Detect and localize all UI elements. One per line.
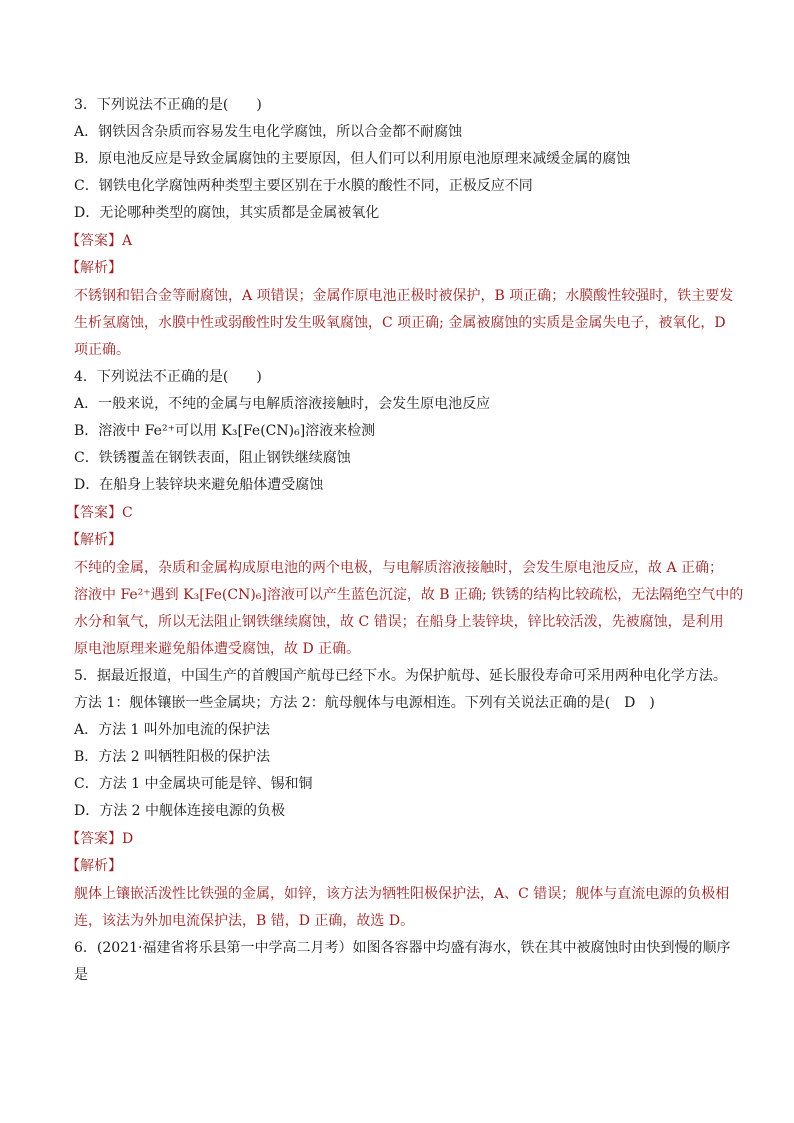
question-4-answer: 【答案】C: [66, 505, 133, 521]
question-6-stem-line-2: 是: [74, 967, 88, 983]
question-6-stem-line-1: 6．(2021·福建省将乐县第一中学高二月考）如图各容器中均盛有海水，铁在其中被腐蚀时由快到慢的顺序: [74, 940, 731, 956]
question-3-option-b: B．原电池反应是导致金属腐蚀的主要原因，但人们可以利用原电池原理来减缓金属的腐蚀: [74, 151, 631, 167]
question-5-option-c: C．方法 1 中金属块可能是锌、锡和铜: [74, 776, 313, 792]
question-3-stem: 3．下列说法不正确的是( ): [74, 97, 262, 113]
question-3-analysis-line-3: 项正确。: [74, 342, 130, 358]
question-3-option-a: A．钢铁因含杂质而容易发生电化学腐蚀，所以合金都不耐腐蚀: [74, 124, 463, 140]
question-4-analysis-line-2: 溶液中 Fe²⁺遇到 K₃[Fe(CN)₆]溶液可以产生蓝色沉淀，故 B 正确; 铁锈的结构比较疏松，无法隔绝空气中的: [74, 587, 744, 603]
question-3-analysis-label: 【解析】: [66, 260, 122, 276]
question-4-option-b: B．溶液中 Fe²⁺可以用 K₃[Fe(CN)₆]溶液来检测: [74, 423, 376, 439]
question-3-option-c: C．钢铁电化学腐蚀两种类型主要区别在于水膜的酸性不同，正极反应不同: [74, 178, 533, 194]
question-5-option-a: A．方法 1 叫外加电流的保护法: [74, 722, 270, 738]
question-5-option-b: B．方法 2 叫牺牲阳极的保护法: [74, 749, 271, 765]
question-4-option-d: D．在船身上装锌块来避免船体遭受腐蚀: [74, 477, 324, 493]
question-5-analysis-line-1: 舰体上镶嵌活泼性比铁强的金属，如锌，该方法为牺牲阳极保护法，A、C 错误；舰体与直流电源的负极相: [74, 886, 730, 902]
question-5-stem-line-1: 5．据最近报道，中国生产的首艘国产航母已经下水。为保护航母、延长服役寿命可采用两种电化学方法。: [74, 668, 727, 684]
question-5-stem-line-2: 方法 1：舰体镶嵌一些金属块；方法 2：航母舰体与电源相连。下列有关说法正确的是( D ): [74, 695, 655, 711]
question-5-analysis-line-2: 连，该法为外加电流保护法，B 错，D 正确，故选 D。: [74, 913, 415, 929]
question-4-option-c: C．铁锈覆盖在钢铁表面，阻止钢铁继续腐蚀: [74, 450, 351, 466]
question-3-option-d: D．无论哪种类型的腐蚀，其实质都是金属被氧化: [74, 205, 380, 221]
question-4-analysis-line-3: 水分和氧气，所以无法阻止钢铁继续腐蚀，故 C 错误；在船身上装锌块，锌比较活泼，先被腐蚀，是利用: [74, 614, 724, 630]
question-4-stem: 4．下列说法不正确的是( ): [74, 369, 262, 385]
question-5-option-d: D．方法 2 中舰体连接电源的负极: [74, 803, 286, 819]
question-5-analysis-label: 【解析】: [66, 858, 122, 874]
question-4-analysis-line-4: 原电池原理来避免船体遭受腐蚀，故 D 正确。: [74, 641, 361, 657]
question-3-analysis-line-2: 生析氢腐蚀，水膜中性或弱酸性时发生吸氧腐蚀，C 项正确; 金属被腐蚀的实质是金属失电子，被氧化，D: [74, 315, 726, 331]
question-3-analysis-line-1: 不锈钢和铝合金等耐腐蚀，A 项错误；金属作原电池正极时被保护，B 项正确；水膜酸性较强时，铁主要发: [74, 288, 734, 304]
question-4-analysis-line-1: 不纯的金属，杂质和金属构成原电池的两个电极，与电解质溶液接触时，会发生原电池反应，故 A 正确；: [74, 560, 724, 576]
question-3-answer: 【答案】A: [66, 233, 133, 249]
question-5-answer: 【答案】D: [66, 831, 134, 847]
question-4-option-a: A．一般来说，不纯的金属与电解质溶液接触时，会发生原电池反应: [74, 396, 491, 412]
question-4-analysis-label: 【解析】: [66, 532, 122, 548]
